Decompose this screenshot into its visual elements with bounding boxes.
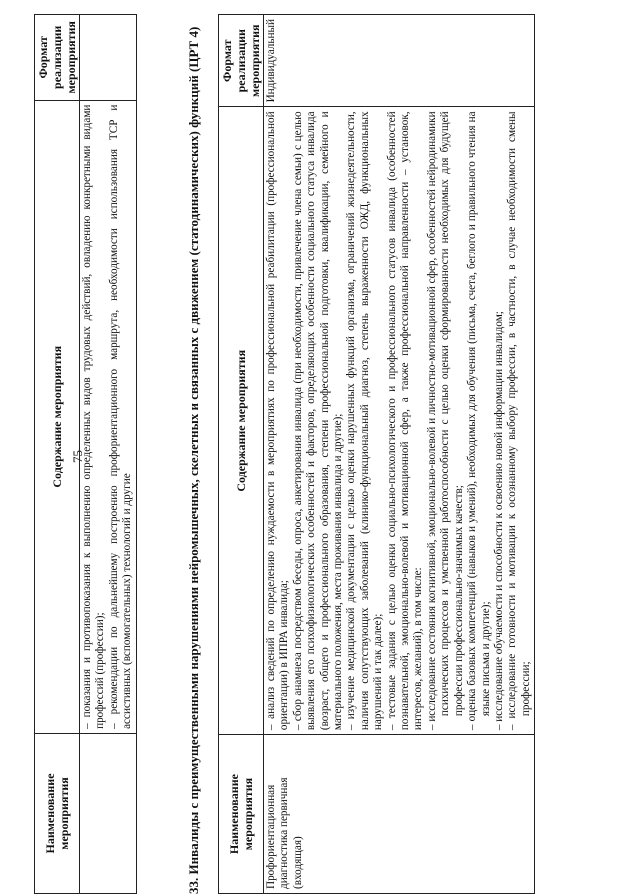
cell-name: [80, 733, 137, 893]
table-row: [264, 15, 535, 894]
table-header-row: [35, 15, 80, 894]
table-header-row: [219, 15, 264, 894]
cell-content: [80, 100, 137, 733]
cell-format: [80, 15, 137, 101]
page-number: 75: [70, 450, 85, 463]
cell-name: Профориентационная диагностика первичная (входящая): [264, 735, 535, 894]
list-item: – изучение медицинской документации с целью оценки нарушенных функций организма, ограничений жизнедеятельности, наличия сопутствующих заболеваний (клинико-функциональный диагноз, степень выраженности ОЖД, функциональных нарушений и так далее);: [345, 111, 385, 731]
table-continuation: [34, 14, 137, 894]
cell-format: Индивидуальный: [264, 15, 535, 107]
list-item: – рекомендации по дальнейшему построению профориентационного маршрута, необходимости использования ТСР и ассистивных (вспомогательных) технологий и другие: [107, 104, 134, 729]
sub-list-item: – исследование готовности и мотивации к осознанному выбору профессии, в частности, в случае необходимости смены профессии;: [506, 111, 532, 731]
header-name: Наименование мероприятия: [219, 735, 264, 894]
table-row: [80, 15, 137, 894]
list-item: – показания и противопоказания к выполнению определенных видов трудовых действий, овладению конкретными видами профессий (профессии);: [81, 104, 107, 729]
sub-list-item: – исследование состояния когнитивной, эмоционально-волевой и личностно-мотивационной сфер, особенностей нейродинамики психических процессов и умственной работоспособности с целью оценки сформированности необходимых для будущей профессии профессионально-значимых качеств;: [425, 111, 465, 731]
section-heading: 33. Инвалиды с преимущественными нарушениями нейромышечных, скелетных и связанных с движением (статодинамических) функций (ЦРТ 4): [186, 26, 201, 894]
sub-list-item: – исследование обучаемости и способности к освоению новой информации инвалидом;: [492, 311, 505, 731]
list-item: – анализ сведений по определению нуждаемости в мероприятиях по профессиональной реабилитации (профессиональной ориентации) в ИПРА инвалида;: [265, 111, 291, 731]
header-content: Содержание мероприятия: [219, 107, 264, 735]
table-main: [218, 14, 535, 894]
header-content: Содержание мероприятия: [35, 100, 80, 733]
cell-content: [264, 107, 535, 735]
header-name: Наименование мероприятия: [35, 733, 80, 893]
sub-list-item: – оценка базовых компетенций (навыков и умений), необходимых для обучения (письма, счета, беглого и правильного чтения на языке письма и другие);: [466, 111, 492, 731]
header-format: Формат реализации мероприятия: [35, 15, 80, 101]
list-item: – тестовые задания с целью оценки социально-психологического и профессионального статусов инвалида (особенностей познавательной, эмоционально-волевой и мотивационной сфер, а также профессиональной направленности – установок, интересов, желаний), в том числе:: [385, 111, 425, 731]
header-format: Формат реализации мероприятия: [219, 15, 264, 107]
list-item: – сбор анамнеза посредством беседы, опроса, анкетирования инвалида (при необходимости, привлечение члена семьи) с целью выявления его психофизиологических особенностей и факторов, определяющих особенности социального статуса инвалида (возраст, общего и профессионального образования, степени профессиональной подготовки, квалификации, семейного и материального положения, места проживания инвалида и другие);: [291, 111, 345, 731]
